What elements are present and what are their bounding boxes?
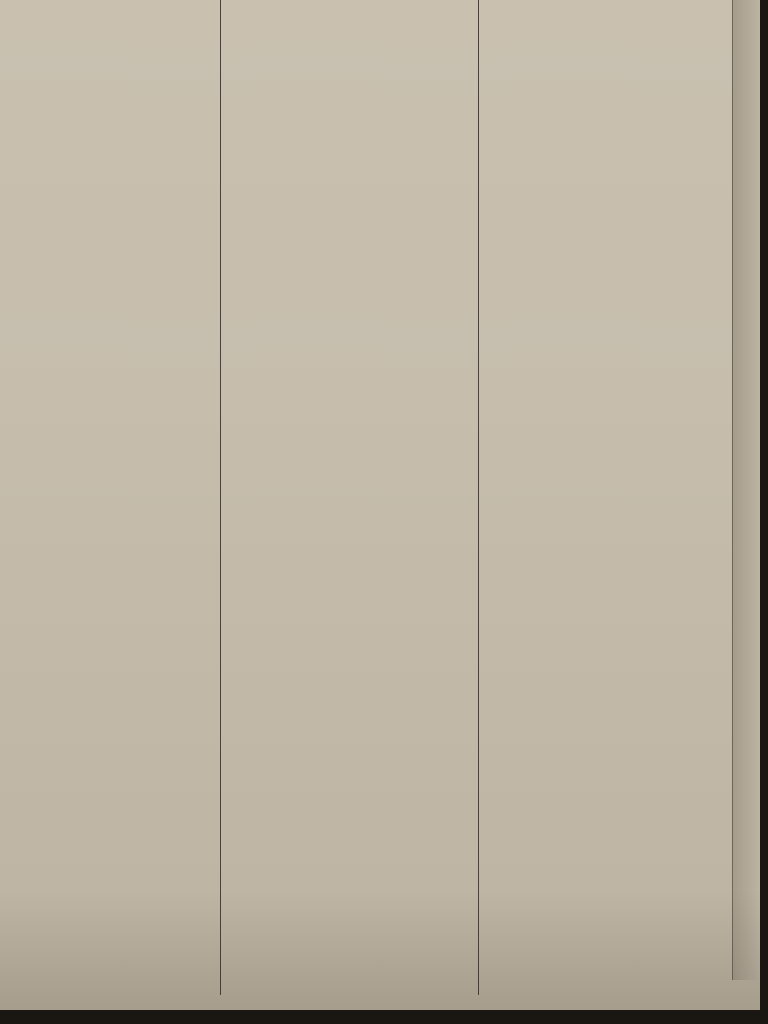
column-rule: [220, 0, 221, 995]
adjacent-page-edge: [732, 0, 760, 980]
column-right: [482, 0, 728, 1000]
column-rule: [478, 0, 479, 995]
column-left: [0, 0, 218, 1000]
column-middle: [224, 0, 476, 1000]
